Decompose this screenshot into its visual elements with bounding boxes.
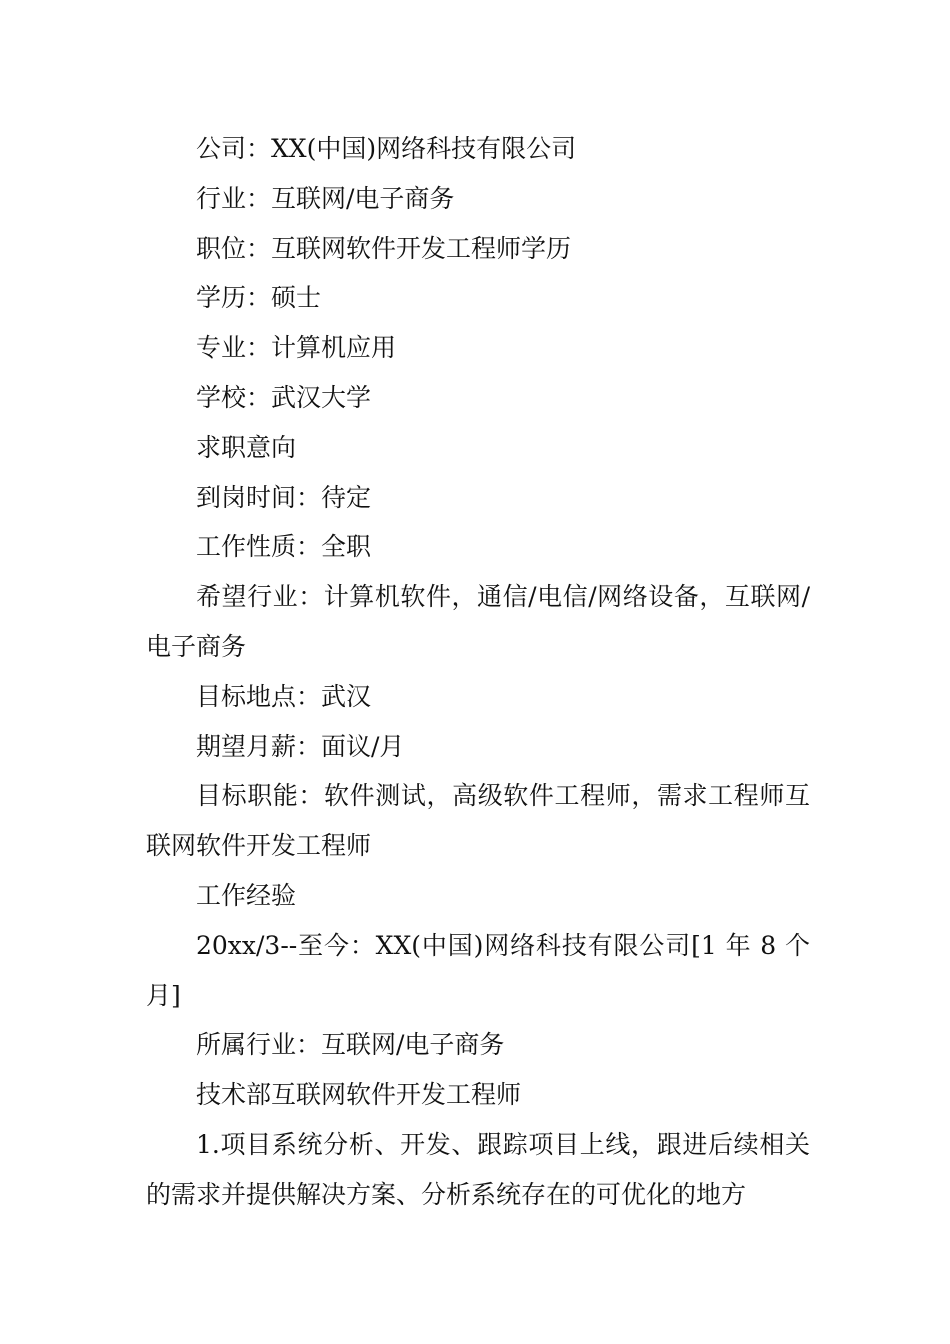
- duty-item-1: 1.项目系统分析、开发、跟踪项目上线，跟进后续相关的需求并提供解决方案、分析系统存在的可优化的地方: [146, 1129, 810, 1209]
- work-type-line: 工作性质：全职: [196, 532, 372, 562]
- desired-industry-line: 希望行业：计算机软件，通信/电信/网络设备，互联网/电子商务: [146, 582, 810, 661]
- job-intention-heading: 求职意向: [196, 432, 297, 462]
- experience-period-line: 20xx/3--至今：XX(中国)网络科技有限公司[1 年 8 个月]: [146, 930, 810, 1010]
- document-page: [146, 124, 810, 1220]
- target-location-line: 目标地点：武汉: [196, 681, 372, 711]
- company-line: 公司：XX(中国)网络科技有限公司: [196, 134, 577, 163]
- work-experience-heading: 工作经验: [196, 880, 297, 910]
- major-line: 专业：计算机应用: [196, 333, 397, 363]
- experience-industry-line: 所属行业：互联网/电子商务: [196, 1030, 505, 1060]
- position-line: 职位：互联网软件开发工程师学历: [196, 233, 572, 263]
- target-function-line: 目标职能：软件测试，高级软件工程师，需求工程师互联网软件开发工程师: [146, 781, 810, 861]
- education-line: 学历：硕士: [196, 283, 322, 313]
- school-line: 学校：武汉大学: [196, 382, 372, 412]
- industry-line: 行业：互联网/电子商务: [196, 183, 455, 213]
- expected-salary-line: 期望月薪：面议/月: [196, 731, 405, 761]
- start-time-line: 到岗时间：待定: [196, 482, 372, 512]
- department-role-line: 技术部互联网软件开发工程师: [196, 1080, 522, 1110]
